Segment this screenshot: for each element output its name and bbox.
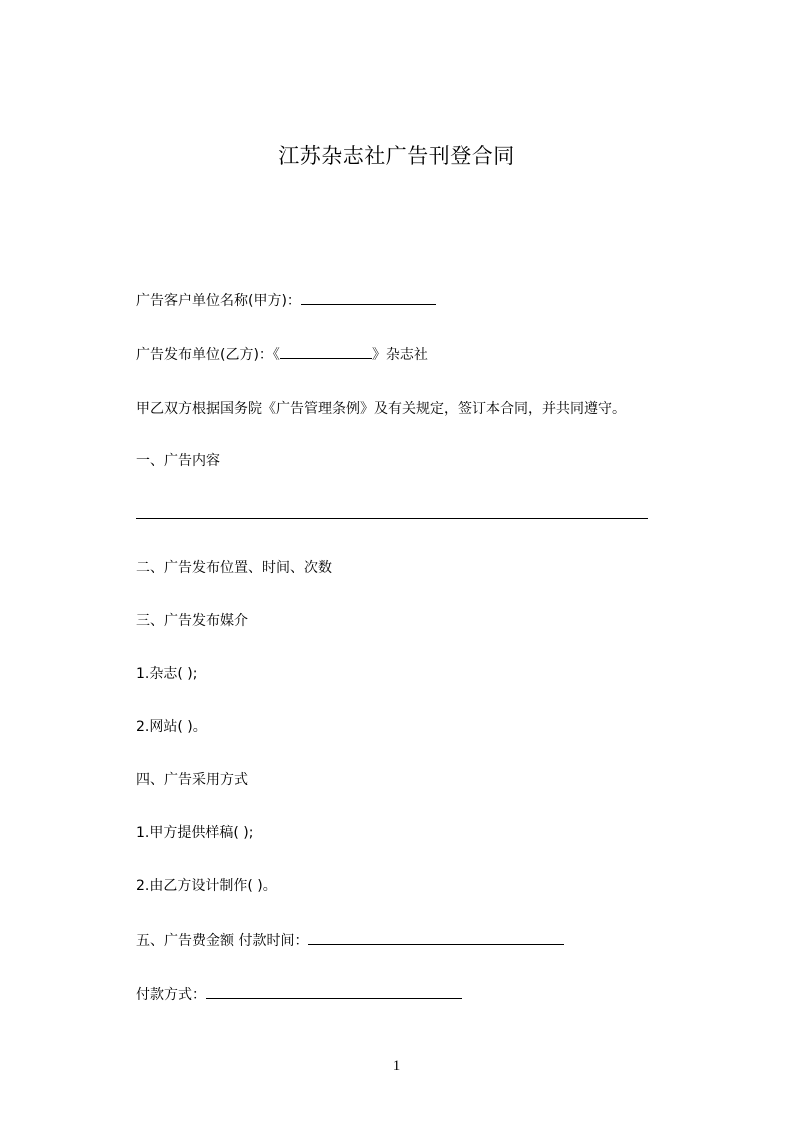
payment-method-blank[interactable] [206, 984, 462, 999]
media-option-website: 2.网站( )。 [136, 719, 207, 735]
section2-heading: 二、广告发布位置、时间、次数 [136, 560, 332, 576]
ad-content-blank[interactable] [136, 518, 648, 519]
party-b-line [136, 344, 428, 365]
document-title: 江苏杂志社广告刊登合同 [278, 144, 515, 168]
party-b-prefix: 广告发布单位(乙方)：《 [136, 347, 280, 363]
payment-method-line [136, 984, 462, 1005]
section5-heading: 五、广告费金额 付款时间： [136, 933, 309, 949]
section5-line [136, 930, 564, 951]
party-b-blank[interactable] [280, 344, 372, 359]
party-a-line [136, 290, 436, 311]
section3-heading: 三、广告发布媒介 [136, 613, 248, 629]
payment-time-blank[interactable] [308, 930, 564, 945]
payment-method-label: 付款方式： [136, 987, 206, 1003]
media-option-magazine: 1.杂志( ); [136, 666, 198, 682]
section1-heading: 一、广告内容 [136, 453, 220, 469]
party-b-suffix: 》杂志社 [371, 347, 428, 363]
party-a-blank[interactable] [301, 290, 436, 305]
page-number: 1 [392, 1058, 401, 1074]
preamble-text: 甲乙双方根据国务院《广告管理条例》及有关规定，签订本合同，并共同遵守。 [136, 401, 626, 417]
party-a-label: 广告客户单位名称(甲方)： [136, 293, 301, 309]
method-option-design: 2.由乙方设计制作( )。 [136, 878, 277, 894]
method-option-sample: 1.甲方提供样稿( ); [136, 825, 254, 841]
section4-heading: 四、广告采用方式 [136, 772, 248, 788]
